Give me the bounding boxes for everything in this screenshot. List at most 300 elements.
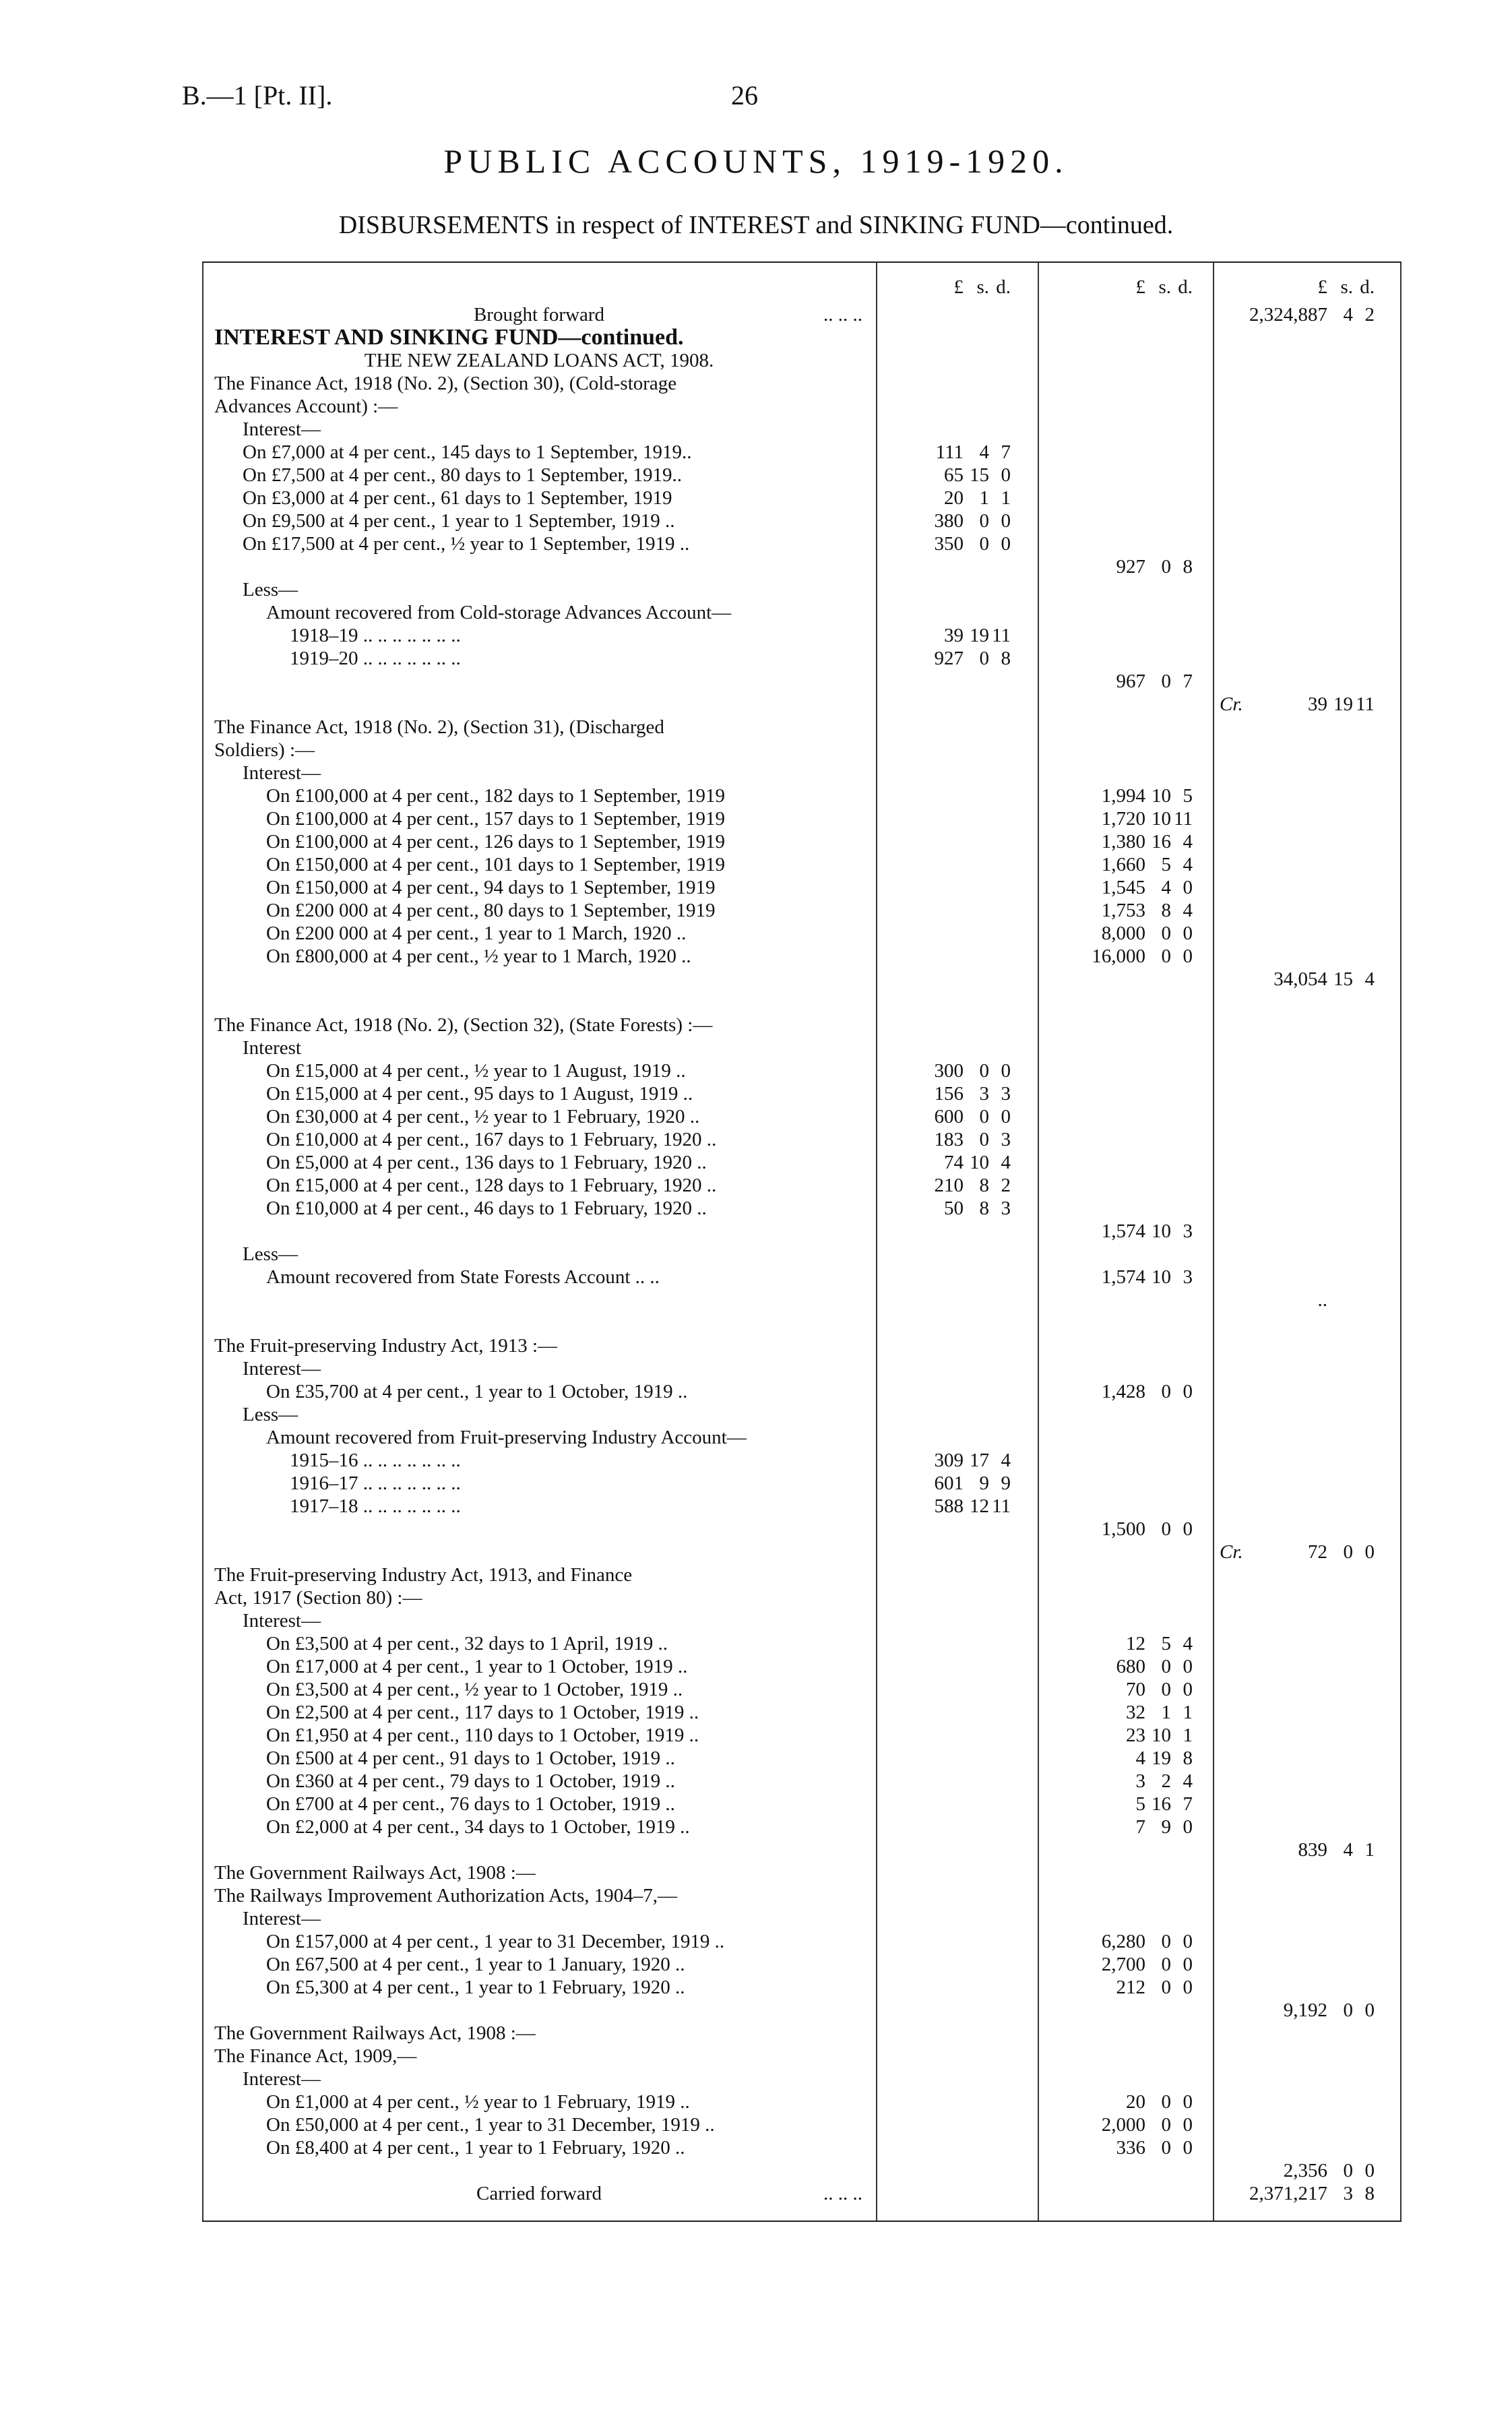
amount-part: 1 <box>1183 1702 1193 1723</box>
table-row <box>202 1059 1401 1082</box>
amount-part: 0 <box>1161 1977 1171 1998</box>
amount-part: 12 <box>970 1495 989 1517</box>
row-description: On £10,000 at 4 per cent., 167 days to 1 February, 1920 .. <box>266 1129 717 1150</box>
amount-part: 10 <box>1152 1220 1171 1242</box>
amount-part: 4 <box>1183 1633 1193 1654</box>
amount-part: 65 <box>944 464 964 486</box>
row-description: On £100,000 at 4 per cent., 182 days to 1 September, 1919 <box>266 785 726 807</box>
table-row <box>202 2045 1401 2068</box>
currency-label: £ <box>1135 276 1145 298</box>
amount-part: 9 <box>1001 1472 1011 1494</box>
table-row <box>202 807 1401 830</box>
amount-part: 6,280 <box>1101 1931 1145 1952</box>
amount-part: 2 <box>1161 1770 1171 1792</box>
table-row <box>202 578 1401 601</box>
amount-part: 20 <box>1126 2091 1145 2113</box>
amount-part: 1,380 <box>1101 831 1145 852</box>
amount-part: 0 <box>1183 923 1193 944</box>
amount-part: 0 <box>1183 2091 1193 2113</box>
disbursement-table <box>202 261 1401 2222</box>
table-row <box>202 1014 1401 1036</box>
row-description: The Government Railways Act, 1908 :— <box>214 1862 536 1884</box>
table-row <box>202 1793 1401 1816</box>
amount-part: 0 <box>1183 1954 1193 1975</box>
table-row <box>202 1174 1401 1197</box>
amount-part: 11 <box>992 1495 1011 1517</box>
sheet-reference: B.—1 [Pt. II]. <box>182 80 333 111</box>
currency-label: £ <box>1317 276 1327 298</box>
table-row <box>202 1930 1401 1953</box>
amount-part: 4 <box>1001 1450 1011 1471</box>
amount-part: 212 <box>1116 1977 1145 1998</box>
table-row <box>202 624 1401 647</box>
leader-dots: .. .. .. <box>823 304 862 325</box>
amount-part: 0 <box>1183 877 1193 898</box>
row-description: On £360 at 4 per cent., 79 days to 1 October, 1919 .. <box>266 1770 675 1792</box>
amount-part: 183 <box>934 1129 964 1150</box>
currency-label: s. <box>976 276 989 298</box>
table-row <box>202 441 1401 464</box>
table-row <box>202 1953 1401 1976</box>
amount-part: 0 <box>1183 1518 1193 1540</box>
table-row <box>202 1403 1401 1426</box>
table-row <box>202 2136 1401 2159</box>
amount-part: 74 <box>944 1152 964 1173</box>
table-row <box>202 1289 1401 1311</box>
amount-part: 1 <box>1001 487 1011 509</box>
row-description: The Fruit-preserving Industry Act, 1913, and Finance <box>214 1564 633 1586</box>
amount-part: 927 <box>934 648 964 669</box>
amount-part: 3 <box>979 1083 989 1105</box>
row-description: Interest— <box>243 1358 321 1379</box>
row-description: The Government Railways Act, 1908 :— <box>214 2022 536 2044</box>
credit-label: Cr. <box>1220 1541 1243 1563</box>
amount-part: 4 <box>1161 877 1171 898</box>
amount-part: 2,324,887 <box>1249 304 1327 325</box>
amount-part: 2,700 <box>1101 1954 1145 1975</box>
amount-part: 15 <box>970 464 989 486</box>
amount-part: 4 <box>1183 854 1193 875</box>
table-row <box>202 372 1401 395</box>
amount-part: 0 <box>1183 1816 1193 1838</box>
amount-part: 839 <box>1298 1839 1327 1861</box>
amount-part: 72 <box>1308 1541 1327 1563</box>
amount-part: 1 <box>1183 1725 1193 1746</box>
amount-part: 0 <box>1183 2114 1193 2136</box>
page-title: PUBLIC ACCOUNTS, 1919-1920. <box>443 142 1069 180</box>
amount-part: 111 <box>935 441 964 463</box>
amount-part: 70 <box>1126 1679 1145 1700</box>
amount-part: 0 <box>1161 2114 1171 2136</box>
amount-part: 4 <box>1343 1839 1353 1861</box>
amount-part: 8 <box>1001 648 1011 669</box>
amount-part: 7 <box>1183 671 1193 692</box>
row-description: Amount recovered from State Forests Account .. .. <box>266 1266 660 1288</box>
table-row <box>202 1266 1401 1289</box>
table-row <box>202 1334 1401 1357</box>
table-row <box>202 395 1401 418</box>
table-row <box>202 1472 1401 1495</box>
amount-part: 1,660 <box>1101 854 1145 875</box>
table-row <box>202 922 1401 945</box>
amount-part: 23 <box>1126 1725 1145 1746</box>
row-description: INTEREST AND SINKING FUND—continued. <box>214 325 684 350</box>
amount-part: 4 <box>1343 304 1353 325</box>
amount-part: 0 <box>1161 1679 1171 1700</box>
row-description: On £3,000 at 4 per cent., 61 days to 1 September, 1919 <box>243 487 672 509</box>
table-row <box>202 693 1401 716</box>
table-row <box>202 1449 1401 1472</box>
amount-part: 0 <box>979 1060 989 1082</box>
row-description: 1916–17 .. .. .. .. .. .. .. <box>290 1472 461 1494</box>
amount-part: 3 <box>1001 1129 1011 1150</box>
amount-part: 0 <box>1183 1656 1193 1677</box>
amount-part: 12 <box>1126 1633 1145 1654</box>
table-row <box>202 739 1401 762</box>
table-row <box>202 2159 1401 2182</box>
amount-part: 1 <box>1364 1839 1375 1861</box>
amount-part: 2,356 <box>1283 2160 1327 2181</box>
amount-part: 4 <box>1183 900 1193 921</box>
row-description: On £7,000 at 4 per cent., 145 days to 1 September, 1919.. <box>243 441 692 463</box>
table-row <box>202 2113 1401 2136</box>
row-description: On £15,000 at 4 per cent., 95 days to 1 August, 1919 .. <box>266 1083 693 1105</box>
amount-part: 10 <box>1152 808 1171 830</box>
table-row <box>202 1907 1401 1930</box>
row-description: On £1,950 at 4 per cent., 110 days to 1 October, 1919 .. <box>266 1725 699 1746</box>
table-row <box>202 853 1401 876</box>
table-row <box>202 1976 1401 1999</box>
amount-part: 4 <box>1135 1747 1145 1769</box>
row-description: Carried forward <box>476 2183 602 2204</box>
currency-label: d. <box>1360 276 1375 298</box>
row-description: Interest— <box>243 2068 321 2090</box>
amount-part: 20 <box>944 487 964 509</box>
row-description: On £200 000 at 4 per cent., 80 days to 1 September, 1919 <box>266 900 716 921</box>
amount-part: 0 <box>1183 1679 1193 1700</box>
amount-part: 1,574 <box>1101 1220 1145 1242</box>
table-row <box>202 487 1401 509</box>
amount-part: 3 <box>1001 1198 1011 1219</box>
table-row <box>202 2182 1401 2205</box>
amount-part: 8 <box>979 1198 989 1219</box>
amount-part: 1,753 <box>1101 900 1145 921</box>
row-description: The Finance Act, 1918 (No. 2), (Section 31), (Discharged <box>214 716 664 738</box>
table-row <box>202 1747 1401 1770</box>
amount-part: 4 <box>1183 831 1193 852</box>
table-row <box>202 968 1401 991</box>
row-description: Less— <box>243 1243 298 1265</box>
row-description: Soldiers) :— <box>214 739 315 761</box>
amount-part: 0 <box>979 1129 989 1150</box>
amount-part: 8,000 <box>1101 923 1145 944</box>
row-description: Interest— <box>243 762 321 784</box>
row-description: 1917–18 .. .. .. .. .. .. .. <box>290 1495 461 1517</box>
row-description: On £200 000 at 4 per cent., 1 year to 1 March, 1920 .. <box>266 923 687 944</box>
amount-part: 34,054 <box>1273 968 1327 990</box>
table-row <box>202 1541 1401 1563</box>
amount-part: 600 <box>934 1106 964 1127</box>
amount-part: 0 <box>1161 2137 1171 2159</box>
amount-part: 4 <box>1364 968 1375 990</box>
amount-part: 16 <box>1152 831 1171 852</box>
amount-part: 8 <box>1161 900 1171 921</box>
row-description: On £10,000 at 4 per cent., 46 days to 1 February, 1920 .. <box>266 1198 707 1219</box>
currency-label: s. <box>1340 276 1353 298</box>
table-row <box>202 1586 1401 1609</box>
row-description: Interest <box>243 1037 301 1059</box>
amount-part: 1 <box>979 487 989 509</box>
row-description: On £1,000 at 4 per cent., ½ year to 1 February, 1919 .. <box>266 2091 690 2113</box>
table-row <box>202 945 1401 968</box>
row-description: On £67,500 at 4 per cent., 1 year to 1 January, 1920 .. <box>266 1954 685 1975</box>
amount-part: 0 <box>1001 464 1011 486</box>
amount-part: 336 <box>1116 2137 1145 2159</box>
amount-part: 5 <box>1161 1633 1171 1654</box>
amount-part: 156 <box>934 1083 964 1105</box>
currency-label: d. <box>1178 276 1193 298</box>
row-description: On £150,000 at 4 per cent., 101 days to 1 September, 1919 <box>266 854 726 875</box>
amount-part: .. <box>1317 1289 1327 1311</box>
table-row <box>202 1036 1401 1059</box>
table-row <box>202 2068 1401 2090</box>
amount-part: 0 <box>1161 1931 1171 1952</box>
row-description: The Fruit-preserving Industry Act, 1913 :— <box>214 1335 558 1357</box>
amount-part: 0 <box>1001 533 1011 555</box>
amount-part: 0 <box>979 1106 989 1127</box>
table-row <box>202 1701 1401 1724</box>
table-row <box>202 555 1401 578</box>
table-row <box>202 2022 1401 2045</box>
amount-part: 16,000 <box>1092 945 1145 967</box>
table-row <box>202 1220 1401 1243</box>
amount-part: 0 <box>1183 1381 1193 1402</box>
row-description: Amount recovered from Cold-storage Advances Account— <box>266 602 732 623</box>
row-description: Act, 1917 (Section 80) :— <box>214 1587 422 1609</box>
table-row <box>202 1655 1401 1678</box>
amount-part: 8 <box>1183 556 1193 578</box>
row-description: Interest— <box>243 1908 321 1929</box>
table-row <box>202 830 1401 853</box>
table-row <box>202 509 1401 532</box>
row-description: Interest— <box>243 418 321 440</box>
table-row <box>202 876 1401 899</box>
currency-label: d. <box>996 276 1011 298</box>
amount-part: 8 <box>1364 2183 1375 2204</box>
amount-part: 380 <box>934 510 964 532</box>
row-description: Interest— <box>243 1610 321 1632</box>
row-description: THE NEW ZEALAND LOANS ACT, 1908. <box>364 350 714 371</box>
amount-part: 1,500 <box>1101 1518 1145 1540</box>
amount-part: 0 <box>1161 2091 1171 2113</box>
amount-part: 0 <box>1001 1060 1011 1082</box>
amount-part: 0 <box>1343 1541 1353 1563</box>
amount-part: 0 <box>979 648 989 669</box>
amount-part: 19 <box>970 625 989 646</box>
amount-part: 5 <box>1135 1793 1145 1815</box>
amount-part: 0 <box>1161 1518 1171 1540</box>
amount-part: 3 <box>1343 2183 1353 2204</box>
row-description: On £3,500 at 4 per cent., 32 days to 1 April, 1919 .. <box>266 1633 668 1654</box>
table-row <box>202 1197 1401 1220</box>
table-row <box>202 670 1401 693</box>
row-description: On £157,000 at 4 per cent., 1 year to 31 December, 1919 .. <box>266 1931 725 1952</box>
table-row <box>202 1884 1401 1907</box>
row-description: Advances Account) :— <box>214 396 398 417</box>
row-description: The Finance Act, 1909,— <box>214 2045 417 2067</box>
table-row <box>202 1426 1401 1449</box>
table-row <box>202 1838 1401 1861</box>
table-row <box>202 349 1401 372</box>
amount-part: 927 <box>1116 556 1145 578</box>
amount-part: 0 <box>1161 556 1171 578</box>
amount-part: 17 <box>970 1450 989 1471</box>
amount-part: 0 <box>1183 1931 1193 1952</box>
table-row <box>202 1495 1401 1518</box>
amount-part: 0 <box>1001 510 1011 532</box>
table-row <box>202 1243 1401 1266</box>
table-row <box>202 716 1401 739</box>
row-description: On £50,000 at 4 per cent., 1 year to 31 December, 1919 .. <box>266 2114 715 2136</box>
table-row <box>202 532 1401 555</box>
row-description: On £700 at 4 per cent., 76 days to 1 October, 1919 .. <box>266 1793 675 1815</box>
amount-part: 1 <box>1161 1702 1171 1723</box>
amount-part: 0 <box>1183 945 1193 967</box>
row-description: On £2,000 at 4 per cent., 34 days to 1 October, 1919 .. <box>266 1816 690 1838</box>
table-row <box>202 1999 1401 2022</box>
amount-part: 0 <box>1343 1999 1353 2021</box>
table-row <box>202 464 1401 487</box>
amount-part: 0 <box>979 533 989 555</box>
row-description: The Finance Act, 1918 (No. 2), (Section 30), (Cold-storage <box>214 373 677 394</box>
amount-part: 11 <box>992 625 1011 646</box>
table-row <box>202 1380 1401 1403</box>
row-description: On £30,000 at 4 per cent., ½ year to 1 February, 1920 .. <box>266 1106 700 1127</box>
table-row <box>202 1082 1401 1105</box>
amount-part: 2 <box>1364 304 1375 325</box>
amount-part: 1,545 <box>1101 877 1145 898</box>
amount-part: 10 <box>970 1152 989 1173</box>
amount-part: 10 <box>1152 785 1171 807</box>
table-row <box>202 1724 1401 1747</box>
amount-part: 680 <box>1116 1656 1145 1677</box>
amount-part: 10 <box>1152 1725 1171 1746</box>
table-row <box>202 1357 1401 1380</box>
amount-part: 39 <box>944 625 964 646</box>
amount-part: 19 <box>1333 693 1353 715</box>
amount-part: 0 <box>979 510 989 532</box>
amount-part: 2,000 <box>1101 2114 1145 2136</box>
table-row <box>202 1563 1401 1586</box>
amount-part: 39 <box>1308 693 1327 715</box>
amount-part: 7 <box>1135 1816 1145 1838</box>
row-description: On £150,000 at 4 per cent., 94 days to 1 September, 1919 <box>266 877 716 898</box>
table-row <box>202 899 1401 922</box>
row-description: On £17,000 at 4 per cent., 1 year to 1 October, 1919 .. <box>266 1656 688 1677</box>
row-description: 1919–20 .. .. .. .. .. .. .. <box>290 648 461 669</box>
table-row <box>202 762 1401 784</box>
row-description: On £2,500 at 4 per cent., 117 days to 1 October, 1919 .. <box>266 1702 699 1723</box>
amount-part: 588 <box>934 1495 964 1517</box>
amount-part: 5 <box>1183 785 1193 807</box>
row-description: On £15,000 at 4 per cent., 128 days to 1 February, 1920 .. <box>266 1175 717 1196</box>
amount-part: 2 <box>1001 1175 1011 1196</box>
amount-part: 309 <box>934 1450 964 1471</box>
amount-part: 350 <box>934 533 964 555</box>
amount-part: 0 <box>1161 1381 1171 1402</box>
amount-part: 4 <box>979 441 989 463</box>
amount-part: 0 <box>1183 1977 1193 1998</box>
amount-part: 967 <box>1116 671 1145 692</box>
currency-label: s. <box>1158 276 1171 298</box>
amount-part: 1,574 <box>1101 1266 1145 1288</box>
table-row <box>202 991 1401 1014</box>
amount-part: 0 <box>1161 671 1171 692</box>
credit-label: Cr. <box>1220 693 1243 715</box>
page-number: 26 <box>731 80 758 111</box>
amount-part: 16 <box>1152 1793 1171 1815</box>
table-row <box>202 303 1401 326</box>
amount-part: 4 <box>1001 1152 1011 1173</box>
amount-part: 601 <box>934 1472 964 1494</box>
amount-part: 1,720 <box>1101 808 1145 830</box>
row-description: The Finance Act, 1918 (No. 2), (Section 32), (State Forests) :— <box>214 1014 713 1036</box>
table-row <box>202 601 1401 624</box>
row-description: Less— <box>243 1404 298 1425</box>
amount-part: 9,192 <box>1283 1999 1327 2021</box>
amount-part: 11 <box>1356 693 1375 715</box>
row-description: On £5,000 at 4 per cent., 136 days to 1 February, 1920 .. <box>266 1152 707 1173</box>
table-row <box>202 1518 1401 1541</box>
table-row <box>202 1151 1401 1174</box>
row-description: 1915–16 .. .. .. .. .. .. .. <box>290 1450 461 1471</box>
amount-part: 10 <box>1152 1266 1171 1288</box>
amount-part: 9 <box>979 1472 989 1494</box>
row-description: On £15,000 at 4 per cent., ½ year to 1 August, 1919 .. <box>266 1060 686 1082</box>
amount-part: 0 <box>1364 1999 1375 2021</box>
amount-part: 8 <box>979 1175 989 1196</box>
row-description: On £500 at 4 per cent., 91 days to 1 October, 1919 .. <box>266 1747 675 1769</box>
row-description: On £3,500 at 4 per cent., ½ year to 1 October, 1919 .. <box>266 1679 683 1700</box>
amount-part: 50 <box>944 1198 964 1219</box>
currency-label: £ <box>953 276 964 298</box>
amount-part: 210 <box>934 1175 964 1196</box>
amount-part: 15 <box>1333 968 1353 990</box>
table-row <box>202 1678 1401 1701</box>
amount-part: 2,371,217 <box>1249 2183 1327 2204</box>
amount-part: 4 <box>1183 1770 1193 1792</box>
row-description: On £8,400 at 4 per cent., 1 year to 1 February, 1920 .. <box>266 2137 685 2159</box>
amount-part: 1,994 <box>1101 785 1145 807</box>
table-row <box>202 647 1401 670</box>
leader-dots: .. .. .. <box>823 2183 862 2204</box>
table-row <box>202 1770 1401 1793</box>
row-description: The Railways Improvement Authorization Acts, 1904–7,— <box>214 1885 678 1906</box>
amount-part: 9 <box>1161 1816 1171 1838</box>
table-row <box>202 418 1401 441</box>
table-row <box>202 1609 1401 1632</box>
row-description: On £7,500 at 4 per cent., 80 days to 1 September, 1919.. <box>243 464 683 486</box>
row-description: Less— <box>243 579 298 600</box>
row-description: On £17,500 at 4 per cent., ½ year to 1 September, 1919 .. <box>243 533 690 555</box>
page-subtitle: DISBURSEMENTS in respect of INTEREST and SINKING FUND—continued. <box>338 211 1174 239</box>
amount-part: 0 <box>1364 1541 1375 1563</box>
amount-part: 11 <box>1174 808 1193 830</box>
table-row <box>202 784 1401 807</box>
amount-part: 7 <box>1001 441 1011 463</box>
amount-part: 0 <box>1161 923 1171 944</box>
amount-part: 3 <box>1001 1083 1011 1105</box>
